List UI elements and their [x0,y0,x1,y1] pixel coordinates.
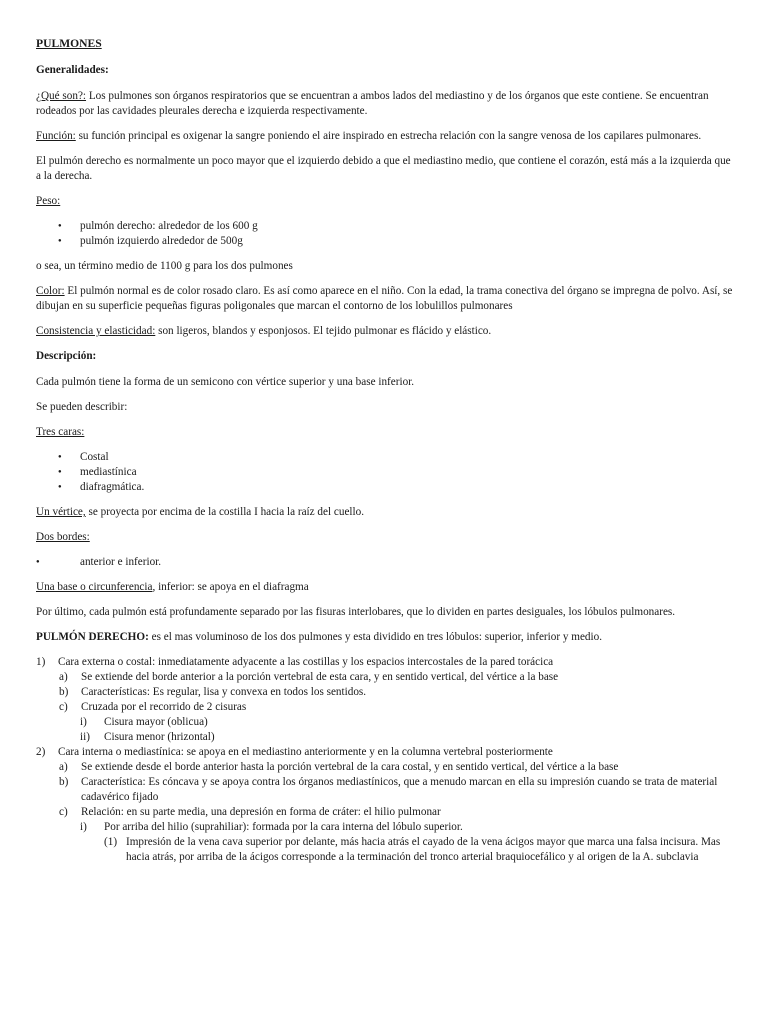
base-paragraph [36,580,736,595]
consistencia-label: Consistencia y elasticidad: [36,325,156,337]
dos-bordes-list [36,555,736,570]
list-item: ● pulmón izquierdo alrededor de 500g [36,234,736,249]
descripcion-text: Cada pulmón tiene la forma de un semicono con vértice superior y una base inferior. [36,376,415,388]
consistencia-paragraph [36,324,736,339]
outline-number: i) [80,821,87,833]
que-son-paragraph [36,89,736,119]
outline-item [36,655,736,670]
document-title: PULMONES [36,37,102,50]
funcion-label: Función: [36,130,76,142]
outline-item [36,685,736,700]
pulmon-derecho-label: PULMÓN DERECHO: [36,631,149,643]
base-label: Una base o circunferencia [36,581,153,593]
outline-text: Por arriba del hilio (suprahiliar): formada por la cara interna del lóbulo superior. [104,821,463,833]
outline-text: Se extiende desde el borde anterior hasta la porción vertebral de la cara costal, y en sentido vertical, del vértice a la base [81,761,619,773]
dos-bordes-label-text: Dos bordes: [36,531,90,543]
por-ultimo-paragraph: Por último, cada pulmón está profundamente separado por las fisuras interlobares, que lo dividen en partes desiguales, los lóbulos pulmonares. [36,606,676,618]
que-son-text: Los pulmones son órganos respiratorios que se encuentran a ambos lados del mediastino y de los órganos que este contiene. Se encuentran rodeados por las cavidades pleurales derecha e izquierda respectivamente. [36,90,709,117]
outline-number: (1) [104,836,118,848]
outline-item [36,745,736,760]
outline-number: 1) [36,656,46,668]
outline-text: Cara interna o mediastínica: se apoya en el mediastino anteriormente y en la columna vertebral posteriormente [58,746,553,758]
outline-text: Cara externa o costal: inmediatamente adyacente a las costillas y los espacios intercostales de la pared torácica [58,656,554,668]
vertice-text: se proyecta por encima de la costilla I hacia la raíz del cuello. [85,506,365,518]
outline-text: Cisura mayor (oblicua) [104,716,208,728]
list-item: ● diafragmática. [36,480,736,495]
outline-text: Característica: Es cóncava y se apoya contra los órganos mediastínicos, que a menudo marcan en ella su impresión cuando se trata de material cadavérico fijado [81,776,718,803]
tres-caras-label-text: Tres caras: [36,426,85,438]
list-item: ● pulmón derecho: alrededor de los 600 g [36,219,736,234]
peso-label [36,194,736,209]
tres-caras-list [36,450,736,495]
outline-number: ii) [80,731,90,743]
vertice-paragraph [36,505,736,520]
outline-number: 2) [36,746,46,758]
list-item: ● anterior e inferior. [36,555,736,570]
outline-number: i) [80,716,87,728]
outline-text: Cisura menor (hrizontal) [104,731,215,743]
consistencia-text: son ligeros, blandos y esponjosos. El tejido pulmonar es flácido y elástico. [155,325,492,337]
pulmon-derecho-mayor-paragraph: El pulmón derecho es normalmente un poco mayor que el izquierdo debido a que el mediastino medio, que contiene el corazón, está más a la izquierda que a la derecha. [36,155,731,182]
outline-number: a) [59,671,68,683]
outline-text: Características: Es regular, lisa y convexa en todos los sentidos. [81,686,367,698]
funcion-text: su función principal es oxigenar la sangre poniendo el aire inspirado en estrecha relación con la sangre venosa de los capilares pulmonares. [75,130,702,142]
outline-item [36,820,736,835]
descripcion-heading: Descripción: [36,350,97,362]
vertice-label: Un vértice, [36,506,86,518]
document-page [36,36,736,865]
outline-number: a) [59,761,68,773]
outline-number: b) [59,686,69,698]
tres-caras-label [36,425,736,440]
outline-item [36,760,736,775]
peso-list [36,219,736,249]
pulmon-derecho-text: es el mas voluminoso de los dos pulmones y esta dividido en tres lóbulos: superior, inferior y medio. [148,631,603,643]
outline-item [36,730,736,745]
outline-item [36,700,736,715]
outline-item [36,670,736,685]
dos-bordes-label [36,530,736,545]
outline-item [36,775,736,805]
outline-text: Impresión de la vena cava superior por delante, más hacia atrás el cayado de la vena ácigos mayor que marca una falsa incisura. Mas hacia atrás, por arriba de la ácigos corresponde a la terminación del tronco arterial braquiocefálico y al origen de la A. subclavia [126,836,721,863]
outline-text: Se extiende del borde anterior a la porción vertebral de esta cara, y en sentido vertical, del vértice a la base [81,671,559,683]
generalidades-heading: Generalidades: [36,64,109,76]
color-text: El pulmón normal es de color rosado claro. Es así como aparece en el niño. Con la edad, la trama conectiva del órgano se impregna de polvo. Así, se dibujan en su superficie pequeñas figuras poligonales que marcan el contorno de los lobulillos pulmonares [36,285,733,312]
list-item: ● mediastínica [36,465,736,480]
pulmon-derecho-paragraph [36,630,736,645]
outline-number: b) [59,776,69,788]
list-item: ● Costal [36,450,736,465]
outline-number: c) [59,806,68,818]
peso-label-text: Peso: [36,195,61,207]
peso-summary: o sea, un término medio de 1100 g para los dos pulmones [36,260,293,272]
funcion-paragraph [36,129,736,144]
outline-item [36,805,736,820]
outline-list [36,655,736,865]
se-pueden-text: Se pueden describir: [36,401,128,413]
outline-item [36,835,736,865]
outline-item [36,715,736,730]
que-son-label: ¿Qué son?: [36,90,87,102]
base-text: , inferior: se apoya en el diafragma [152,581,309,593]
color-paragraph [36,284,736,314]
outline-text: Cruzada por el recorrido de 2 cisuras [81,701,247,713]
outline-number: c) [59,701,68,713]
outline-text: Relación: en su parte media, una depresión en forma de cráter: el hilio pulmonar [81,806,441,818]
color-label: Color: [36,285,65,297]
